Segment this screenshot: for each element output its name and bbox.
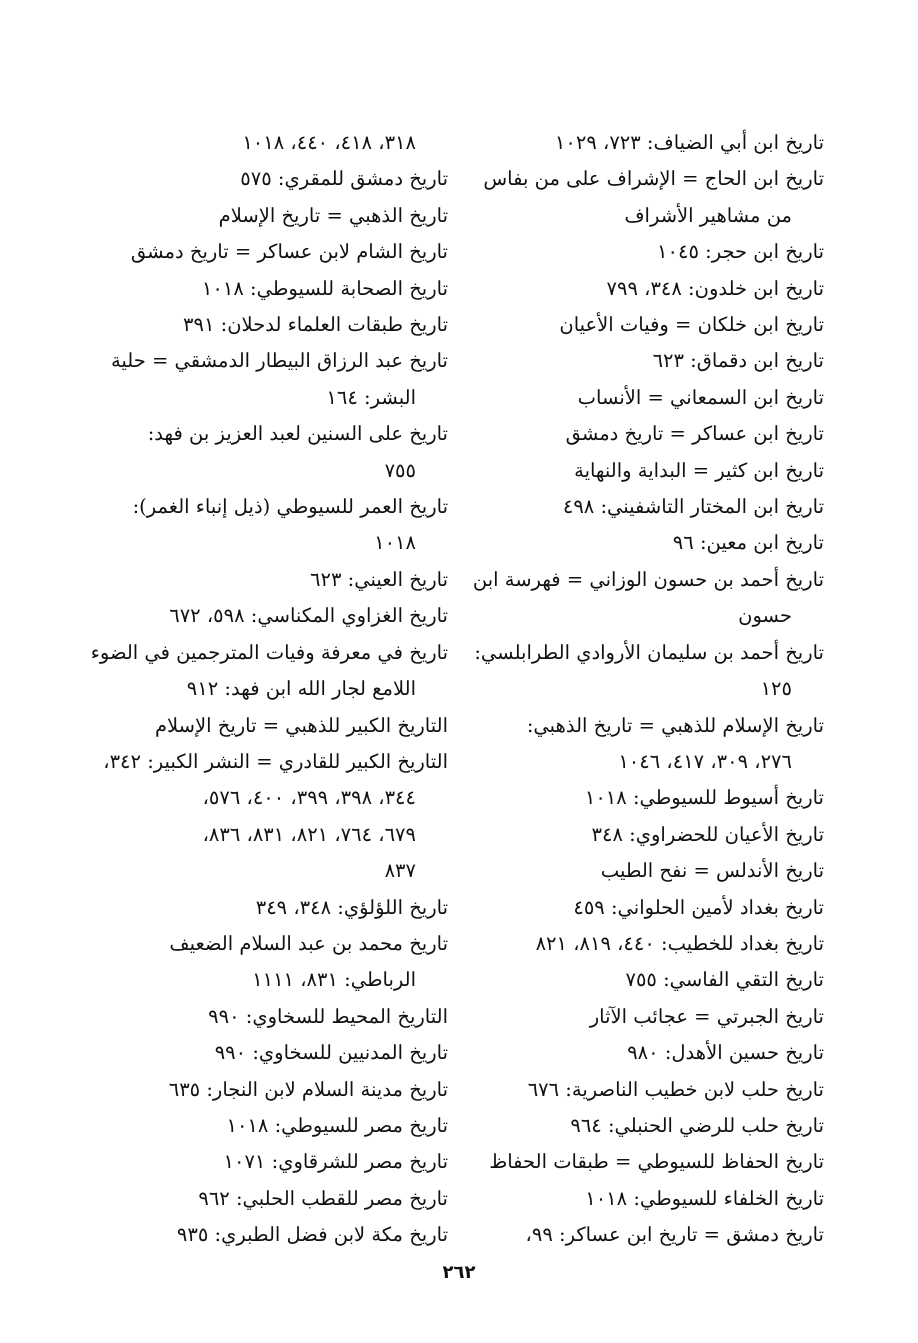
index-entry (472, 926, 824, 962)
index-entry (472, 343, 824, 379)
index-entry-continuation: اللامع لجار الله ابن فهد: ٩١٢ (186, 677, 416, 701)
index-entry-line: تاريخ عبد الرزاق البيطار الدمشقي = حلية (110, 349, 448, 373)
index-entry-line: تاريخ التقي الفاسي: ٧٥٥ (625, 968, 824, 992)
index-entry (90, 1181, 448, 1217)
index-entry (90, 1108, 448, 1144)
index-entry (90, 1035, 448, 1071)
index-entry-line: تاريخ بغداد للخطيب: ٤٤٠، ٨١٩، ٨٢١ (535, 931, 824, 955)
index-entry (472, 708, 824, 781)
index-entry (472, 853, 824, 889)
index-entry-line: تاريخ الأعيان للحضراوي: ٣٤٨ (591, 822, 824, 846)
index-entry-line: تاريخ ابن السمعاني = الأنساب (577, 385, 824, 409)
index-entry-line: تاريخ الأندلس = نفح الطيب (600, 859, 824, 883)
index-entry (472, 1144, 824, 1180)
index-entry-continuation: ٣٤٤، ٣٩٨، ٣٩٩، ٤٠٠، ٥٧٦، (202, 786, 416, 810)
page-number: ٢٦٢ (442, 1262, 476, 1283)
index-entry (472, 125, 824, 161)
index-entry-line: تاريخ الغزاوي المكناسي: ٥٩٨، ٦٧٢ (169, 604, 448, 628)
index-entry-line: تاريخ دمشق للمقري: ٥٧٥ (240, 167, 448, 191)
index-entry-line: تاريخ مصر للشرقاوي: ١٠٧١ (223, 1150, 448, 1174)
index-entry-line: تاريخ ابن خلدون: ٣٤٨، ٧٩٩ (606, 276, 824, 300)
index-entry (472, 453, 824, 489)
index-entry-line: تاريخ حلب للرضي الحنبلي: ٩٦٤ (570, 1113, 824, 1137)
index-entry-line: تاريخ الجبرتي = عجائب الآثار (589, 1004, 824, 1028)
index-entry-continuation: ٦٧٩، ٧٦٤، ٨٢١، ٨٣١، ٨٣٦، (202, 822, 416, 846)
index-entry-line: تاريخ حلب لابن خطيب الناصرية: ٦٧٦ (527, 1077, 824, 1101)
index-entry (472, 635, 824, 708)
index-entry (90, 635, 448, 708)
index-entry-continuation: ٢٧٦، ٣٠٩، ٤١٧، ١٠٤٦ (618, 749, 792, 773)
index-entry (90, 234, 448, 270)
index-entry (472, 1108, 824, 1144)
index-entry (90, 489, 448, 562)
index-entry (90, 198, 448, 234)
index-entry-line: تاريخ أحمد بن حسون الوزاني = فهرسة ابن (472, 567, 824, 591)
index-entry-line: تاريخ ابن كثير = البداية والنهاية (574, 458, 824, 482)
index-entry-line: تاريخ حسين الأهدل: ٩٨٠ (627, 1041, 824, 1065)
index-entry-line: تاريخ ابن حجر: ١٠٤٥ (657, 240, 824, 264)
index-entry-line: تاريخ الشام لابن عساكر = تاريخ دمشق (130, 240, 448, 264)
index-entry-line: التاريخ الكبير للقادري = النشر الكبير: ٣٤٢، (103, 749, 448, 773)
index-entry (472, 161, 824, 234)
index-entry-line: تاريخ المدنيين للسخاوي: ٩٩٠ (214, 1041, 448, 1065)
index-entry-continuation: من مشاهير الأشراف (624, 203, 792, 227)
index-entry (90, 562, 448, 598)
index-entry (472, 234, 824, 270)
index-entry (472, 380, 824, 416)
index-entry-line: التاريخ الكبير للذهبي = تاريخ الإسلام (154, 713, 448, 737)
index-entry (90, 161, 448, 197)
index-entry-line: تاريخ ابن دقماق: ٦٢٣ (652, 349, 824, 373)
index-entry-continuation: ١٠١٨ (374, 531, 416, 555)
index-entry (90, 343, 448, 416)
index-entry (90, 307, 448, 343)
index-entry-line: تاريخ ابن معين: ٩٦ (672, 531, 824, 555)
index-entry-line: تاريخ دمشق = تاريخ ابن عساكر: ٩٩، (525, 1223, 824, 1247)
index-entry (90, 926, 448, 999)
index-entry (472, 1217, 824, 1253)
index-entry-line: تاريخ مصر للقطب الحلبي: ٩٦٢ (198, 1186, 448, 1210)
index-entry-line: تاريخ الخلفاء للسيوطي: ١٠١٨ (585, 1186, 824, 1210)
index-entry (472, 562, 824, 635)
index-entry-line: تاريخ ابن الحاج = الإشراف على من بفاس (483, 167, 824, 191)
index-entry (90, 1072, 448, 1108)
index-entry-line: تاريخ العمر للسيوطي (ذيل إنباء الغمر): (132, 495, 448, 519)
index-entry (472, 525, 824, 561)
index-entry-continuation: البشر: ١٦٤ (326, 385, 416, 409)
index-entry-line: تاريخ الحفاظ للسيوطي = طبقات الحفاظ (489, 1150, 824, 1174)
right-column (472, 125, 824, 1254)
index-entry (90, 416, 448, 489)
index-entry (472, 489, 824, 525)
index-entry (472, 817, 824, 853)
index-entry (90, 1144, 448, 1180)
index-entry-line: تاريخ ابن أبي الضياف: ٧٢٣، ١٠٢٩ (554, 131, 824, 154)
index-entry-line: تاريخ مصر للسيوطي: ١٠١٨ (226, 1113, 448, 1137)
index-entry (472, 999, 824, 1035)
index-entry-line: تاريخ في معرفة وفيات المترجمين في الضوء (90, 640, 448, 664)
index-entry-continuation: ٨٣٧ (384, 859, 416, 883)
index-entry-line: تاريخ الإسلام للذهبي = تاريخ الذهبي: (526, 713, 824, 737)
index-entry-line: تاريخ بغداد لأمين الحلواني: ٤٥٩ (573, 895, 824, 919)
index-entry (90, 708, 448, 744)
index-entry (472, 780, 824, 816)
index-entry-line: تاريخ اللؤلؤي: ٣٤٨، ٣٤٩ (255, 895, 448, 919)
index-entry (472, 890, 824, 926)
left-column (90, 125, 448, 1254)
index-entry (90, 1217, 448, 1253)
index-entry-line: تاريخ ابن خلكان = وفيات الأعيان (559, 313, 824, 337)
index-entry (472, 307, 824, 343)
index-entry (472, 1035, 824, 1071)
index-entry (472, 271, 824, 307)
index-entry-line: تاريخ على السنين لعبد العزيز بن فهد: (147, 422, 448, 446)
index-entry (90, 271, 448, 307)
index-entry-line: تاريخ أسيوط للسيوطي: ١٠١٨ (584, 786, 824, 810)
index-entry-line: تاريخ أحمد بن سليمان الأروادي الطرابلسي: (474, 640, 824, 664)
index-entry (90, 598, 448, 634)
index-entry (472, 416, 824, 452)
index-entry-line: تاريخ طبقات العلماء لدحلان: ٣٩١ (183, 313, 448, 337)
index-entry (90, 890, 448, 926)
index-entry-continuation: حسون (738, 604, 792, 628)
index-entry-line: تاريخ مدينة السلام لابن النجار: ٦٣٥ (168, 1077, 448, 1101)
index-entry-line: تاريخ ابن المختار التاشفيني: ٤٩٨ (562, 495, 824, 519)
index-entry (472, 962, 824, 998)
index-entry-line: التاريخ المحيط للسخاوي: ٩٩٠ (208, 1004, 448, 1028)
index-entry-continuation: الرباطي: ٨٣١، ١١١١ (252, 968, 416, 992)
index-entry-line: تاريخ محمد بن عبد السلام الضعيف (169, 931, 448, 955)
index-entry-line: تاريخ الصحابة للسيوطي: ١٠١٨ (201, 276, 448, 300)
index-entry-continuation: ١٢٥ (760, 677, 792, 701)
index-entry-line: تاريخ ابن عساكر = تاريخ دمشق (565, 422, 824, 446)
index-entry (472, 1072, 824, 1108)
index-entry-continuation: ٧٥٥ (384, 458, 416, 482)
index-entry-continuation: ٣١٨، ٤١٨، ٤٤٠، ١٠١٨ (242, 131, 416, 154)
index-entry-line: تاريخ الذهبي = تاريخ الإسلام (218, 203, 448, 227)
index-entry-line: تاريخ مكة لابن فضل الطبري: ٩٣٥ (176, 1223, 448, 1247)
index-entry (90, 744, 448, 890)
index-entry (472, 1181, 824, 1217)
index-entry-line: تاريخ العيني: ٦٢٣ (310, 567, 448, 591)
index-entry (90, 999, 448, 1035)
index-entry (90, 125, 448, 161)
